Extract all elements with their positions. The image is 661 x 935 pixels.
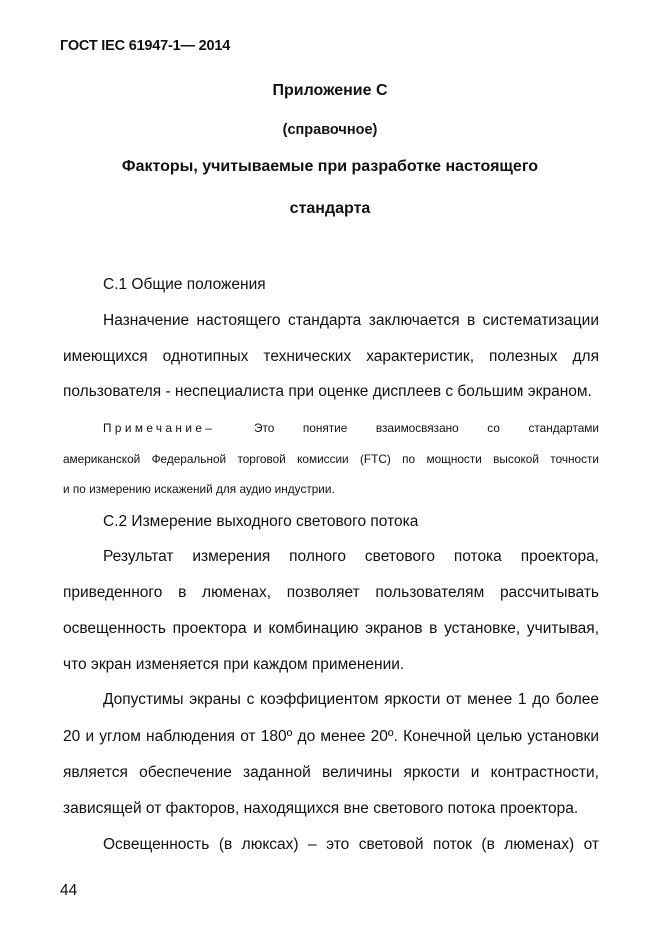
note-line-2: американской Федеральной торговой комиссии (FTC) по мощности высокой точности [63,452,599,466]
paragraph-3-line-3: является обеспечение заданной величины яркости и контрастности, [63,764,599,781]
paragraph-2-line-2: приведенного в люменах, позволяет пользователям рассчитывать [63,584,599,601]
note-line-1-text: Это понятие взаимосвязано со стандартами [254,421,599,435]
document-code: ГОСТ IEC 61947-1— 2014 [60,38,231,54]
paragraph-1-line-3: пользователя - неспециалиста при оценке дисплеев с большим экраном. [63,383,592,400]
paragraph-3-line-1: Допустимы экраны с коэффициентом яркости от менее 1 до более [103,691,599,708]
paragraph-4-line-1: Освещенность (в люксах) – это световой поток (в люменах) от [103,836,599,853]
paragraph-2-line-1: Результат измерения полного светового потока проектора, [103,548,599,565]
note-label: Примечание– [103,421,216,435]
note-line-3: и по измерению искажений для аудио индустрии. [63,482,335,496]
section-1-title: С.1 Общие положения [103,276,266,293]
appendix-subtitle: (справочное) [282,122,378,138]
section-2-title: С.2 Измерение выходного светового потока [103,513,419,530]
appendix-title: Приложение С [272,82,388,99]
appendix-heading-line-2: стандарта [289,200,371,217]
paragraph-2-line-4: что экран изменяется при каждом применении. [63,656,405,673]
page-number: 44 [60,882,78,899]
paragraph-3-line-4: зависящей от факторов, находящихся вне светового потока проектора. [63,800,579,817]
appendix-heading-line-1: Факторы, учитываемые при разработке настоящего [121,158,539,175]
paragraph-2-line-3: освещенность проектора и комбинацию экранов в установке, учитывая, [63,620,599,637]
note-line-1 [103,420,599,436]
paragraph-3-line-2: 20 и углом наблюдения от 180º до менее 20º. Конечной целью установки [63,728,599,745]
paragraph-1-line-1: Назначение настоящего стандарта заключается в систематизации [103,312,599,329]
paragraph-1-line-2: имеющихся однотипных технических характеристик, полезных для [63,348,599,365]
